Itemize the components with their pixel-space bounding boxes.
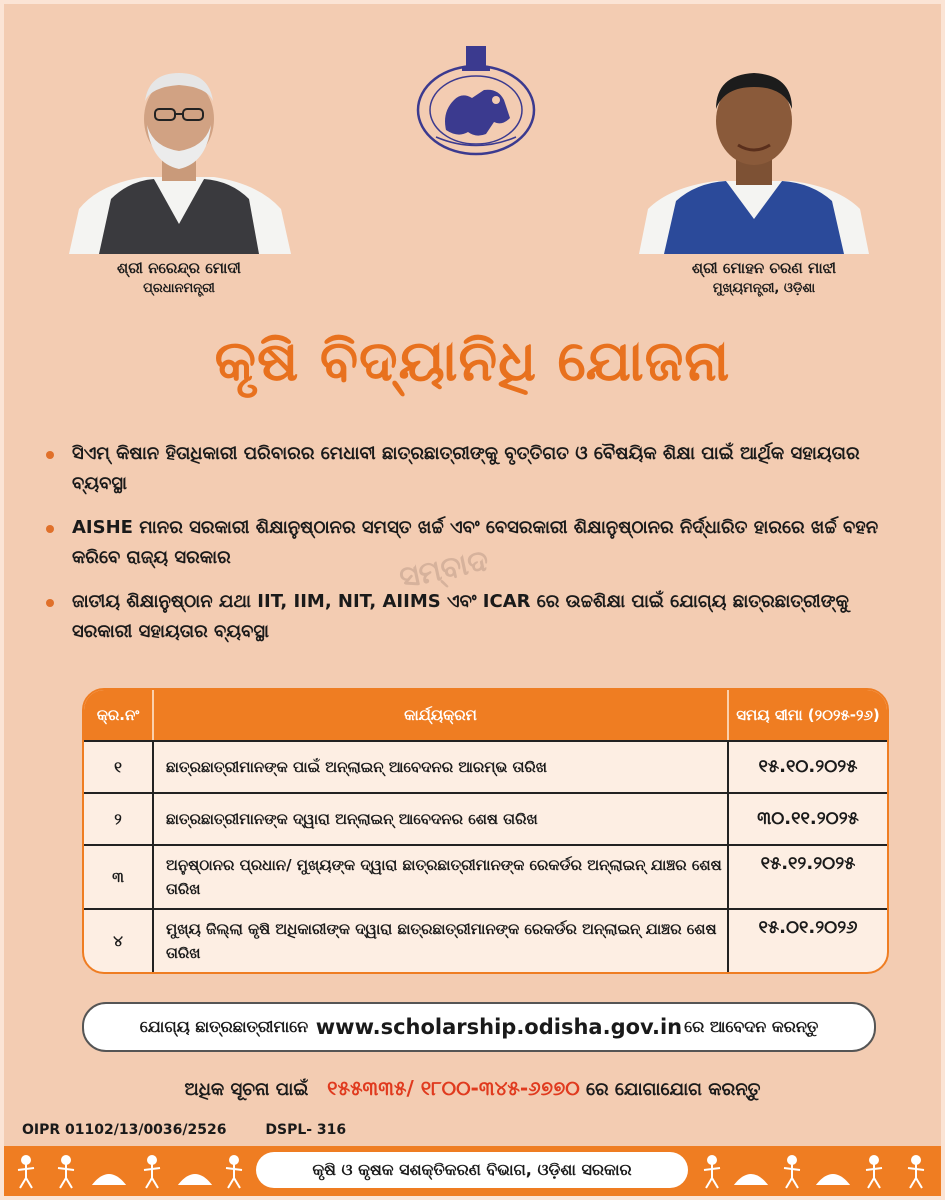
- benefit-item: ସିଏମ୍ କିଷାନ ହିତାଧିକାରୀ ପରିବାରର ମେଧାବୀ ଛାତ୍ରଛାତ୍ରୀଙ୍କୁ ବୃତ୍ତିଗତ ଓ ବୈଷୟିକ ଶିକ୍ଷା ପାଇଁ ଆର୍ଥିକ ସହାୟତାର ବ୍ୟବସ୍ଥା: [44, 439, 904, 499]
- row-activity: ଛାତ୍ରଛାତ୍ରୀମାନଙ୍କ ପାଇଁ ଅନ୍‌ଲାଇନ୍ ଆବେଦନର ଆରମ୍ଭ ତାରିଖ: [154, 742, 729, 792]
- row-serial: ୩: [84, 846, 154, 908]
- publication-codes: [22, 1122, 380, 1138]
- portrait-prime-minister: [59, 59, 299, 254]
- row-date: ୧୫.୦୧.୨୦୨୬: [758, 917, 858, 938]
- oipr-code: OIPR 01102/13/0036/2526: [22, 1122, 227, 1138]
- watermark: ସମ୍ବାଦ: [396, 543, 492, 596]
- leader-role-1: ପ୍ରଧାନମନ୍ତ୍ରୀ: [143, 281, 215, 296]
- row-activity: ମୁଖ୍ୟ ଜିଲ୍ଲା କୃଷି ଅଧିକାରୀଙ୍କ ଦ୍ୱାରା ଛାତ୍ରଛାତ୍ରୀମାନଙ୍କ ରେକର୍ଡର ଅନ୍‌ଲାଇନ୍ ଯାଞ୍ଚର ଶେଷ ତାରିଖ: [154, 910, 729, 972]
- header-deadline: ସମୟ ସୀମା (୨୦୨୫-୨୬): [736, 706, 880, 724]
- row-serial: ୪: [84, 910, 154, 972]
- scholarship-link[interactable]: www.scholarship.odisha.gov.in: [315, 1015, 683, 1039]
- apply-suffix: ରେ ଆବେଦନ କରନ୍ତୁ: [684, 1017, 819, 1036]
- apply-prefix: ଯୋଗ୍ୟ ଛାତ୍ରଛାତ୍ରୀମାନେ: [139, 1017, 309, 1036]
- pm-photo-icon: [59, 59, 299, 254]
- header-activity: କାର୍ଯ୍ୟକ୍ରମ: [154, 690, 729, 740]
- row-date: ୧୫.୧୨.୨୦୨୫: [760, 853, 856, 874]
- leader-name-1: ଶ୍ରୀ ନରେନ୍ଦ୍ର ମୋଦୀ: [117, 259, 241, 277]
- row-serial: ୧: [84, 742, 154, 792]
- emblem-icon: [406, 42, 546, 157]
- leader-name-2: ଶ୍ରୀ ମୋହନ ଚରଣ ମାଝୀ: [691, 259, 837, 277]
- footer-band: [4, 1146, 941, 1196]
- scheme-title: କୃଷି ବିଦ୍ୟାନିଧି ଯୋଜନା: [214, 329, 731, 394]
- row-activity: ଛାତ୍ରଛାତ୍ରୀମାନଙ୍କ ଦ୍ୱାରା ଅନ୍‌ଲାଇନ୍ ଆବେଦନର ଶେଷ ତାରିଖ: [154, 794, 729, 844]
- header-serial: କ୍ର.ନଂ: [84, 690, 154, 740]
- benefit-item: AISHE ମାନର ସରକାରୀ ଶିକ୍ଷାନୁଷ୍ଠାନର ସମସ୍ତ ଖର୍ଚ୍ଚ ଏବଂ ବେସରକାରୀ ଶିକ୍ଷାନୁଷ୍ଠାନର ନିର୍ଦ୍ଧାରିତ ହାରରେ ଖର୍ଚ୍ଚ ବହନ କରିବେ ରାଜ୍ୟ ସରକାର: [44, 513, 904, 573]
- schedule-table: [82, 688, 889, 974]
- cm-photo-icon: [634, 59, 874, 254]
- odisha-emblem: [406, 42, 546, 157]
- department-name: କୃଷି ଓ କୃଷକ ସଶକ୍ତିକରଣ ବିଭାଗ, ଓଡ଼ିଶା ସରକାର: [256, 1152, 688, 1188]
- benefit-item: ଜାତୀୟ ଶିକ୍ଷାନୁଷ୍ଠାନ ଯଥା IIT, IIM, NIT, AIIMS ଏବଂ ICAR ରେ ଉଚ୍ଚଶିକ୍ଷା ପାଇଁ ଯୋଗ୍ୟ ଛାତ୍ରଛାତ୍ରୀଙ୍କୁ ସରକାରୀ ସହାୟତାର ବ୍ୟବସ୍ଥା: [44, 587, 904, 647]
- table-row: [84, 740, 887, 792]
- contact-numbers: ୧୫୫୩୩୫/ ୧୮୦୦-୩୪୫-୬୭୭୦: [327, 1076, 580, 1100]
- row-date: ୧୫.୧୦.୨୦୨୫: [758, 756, 858, 777]
- table-row: [84, 844, 887, 908]
- table-row: [84, 908, 887, 972]
- table-header-row: [84, 690, 887, 740]
- table-row: [84, 792, 887, 844]
- dspl-code: DSPL- 316: [265, 1122, 347, 1138]
- contact-suffix: ରେ ଯୋଗାଯୋଗ କରନ୍ତୁ: [585, 1079, 761, 1100]
- row-serial: ୨: [84, 794, 154, 844]
- contact-prefix: ଅଧିକ ସୂଚନା ପାଇଁ: [184, 1079, 309, 1100]
- portrait-chief-minister: [634, 59, 874, 254]
- row-date: ୩୦.୧୧.୨୦୨୫: [757, 808, 859, 829]
- row-activity: ଅନୁଷ୍ଠାନର ପ୍ରଧାନ/ ମୁଖ୍ୟଙ୍କ ଦ୍ୱାରା ଛାତ୍ରଛାତ୍ରୀମାନଙ୍କ ରେକର୍ଡର ଅନ୍‌ଲାଇନ୍ ଯାଞ୍ଚର ଶେଷ ତାରିଖ: [154, 846, 729, 908]
- apply-banner: [82, 1002, 876, 1052]
- leader-role-2: ମୁଖ୍ୟମନ୍ତ୍ରୀ, ଓଡ଼ିଶା: [712, 281, 816, 296]
- contact-line: [4, 1076, 941, 1100]
